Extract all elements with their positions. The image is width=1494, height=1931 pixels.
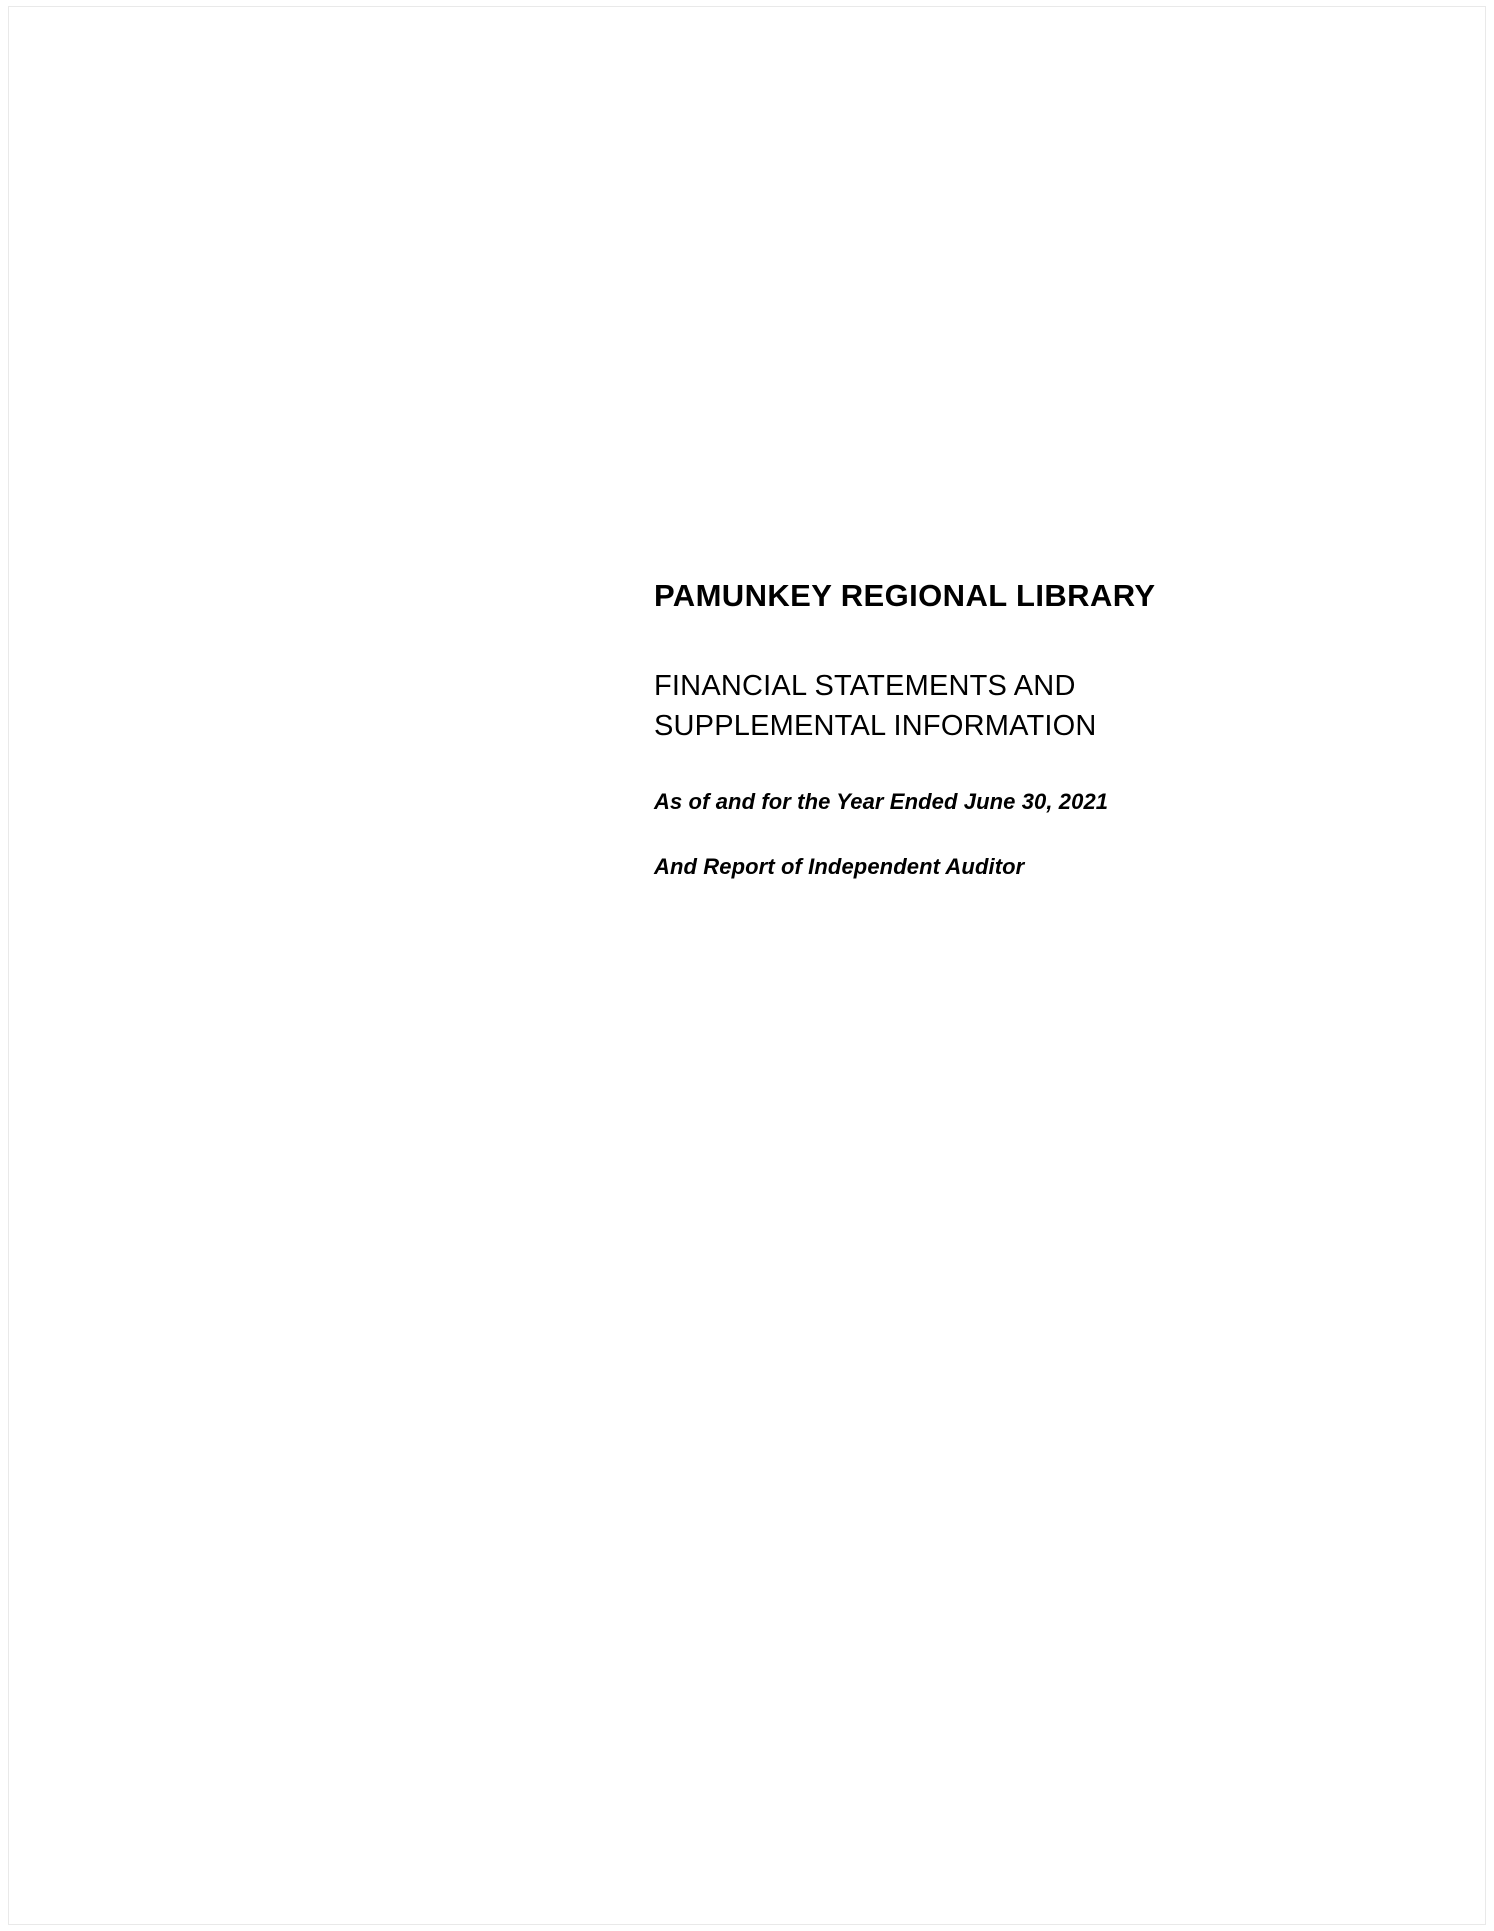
document-title <box>654 666 1394 746</box>
reporting-period: As of and for the Year Ended June 30, 2021 <box>654 789 1109 815</box>
cover-title-block <box>654 577 1394 881</box>
document-title-line-1: FINANCIAL STATEMENTS AND <box>654 670 1076 703</box>
auditor-note: And Report of Independent Auditor <box>654 853 1025 879</box>
document-title-line-2: SUPPLEMENTAL INFORMATION <box>654 710 1097 743</box>
organization-name: PAMUNKEY REGIONAL LIBRARY <box>654 578 1156 613</box>
page-sheet <box>8 6 1486 1925</box>
